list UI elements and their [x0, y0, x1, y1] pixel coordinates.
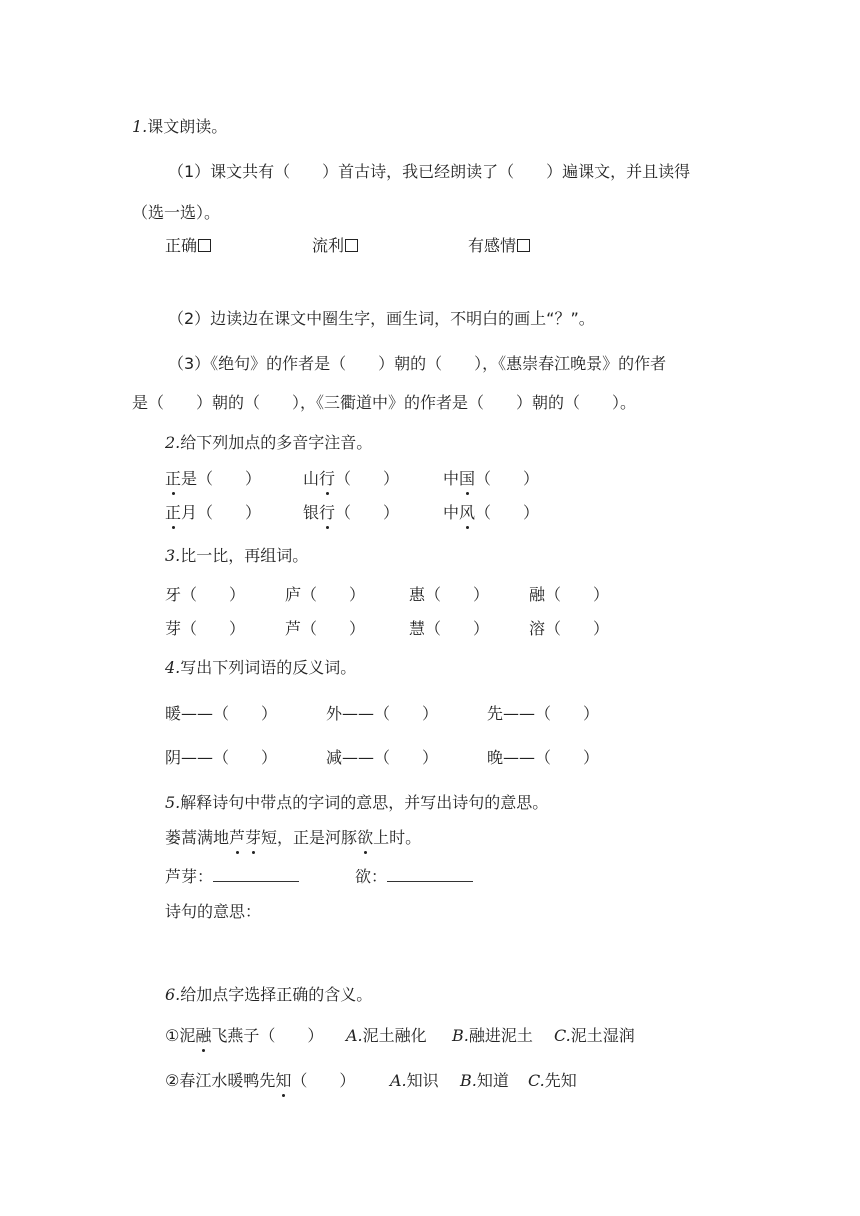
dotted-char: 融	[195, 1026, 212, 1045]
dotted-char: 知	[275, 1071, 292, 1090]
answer-blank[interactable]	[213, 867, 299, 882]
q6-item-1-option-c[interactable]: C.泥土湿润	[554, 1026, 635, 1045]
q3-item: 惠（ ）	[409, 585, 490, 604]
q2-item: 银行（ ）	[303, 503, 400, 522]
q4-heading	[165, 658, 356, 678]
checkbox-icon[interactable]	[517, 239, 530, 252]
q2-item: 正是（ ）	[165, 469, 262, 488]
q6-item-1-option-a[interactable]: A.泥土融化	[346, 1026, 427, 1045]
q3-number: 3.	[165, 546, 181, 565]
q6-number: 6.	[165, 985, 181, 1004]
q4-number: 4.	[165, 658, 181, 677]
dotted-char: 正	[165, 503, 182, 522]
q6-item-1: ①泥融飞燕子（ ）	[165, 1026, 324, 1045]
q5-answer-1: 芦芽：	[165, 867, 299, 887]
q6-title: 给加点字选择正确的含义。	[180, 985, 373, 1004]
q2-item: 中国（ ）	[443, 469, 540, 488]
q1-heading	[132, 117, 227, 137]
option-label: 正确	[165, 236, 198, 255]
q6-item-2-option-b[interactable]: B.知道	[460, 1071, 509, 1090]
dotted-char: 行	[319, 503, 336, 522]
answer-blank[interactable]	[387, 867, 473, 882]
dotted-char: 芦	[229, 828, 246, 847]
checkbox-icon[interactable]	[198, 239, 211, 252]
q1-number: 1.	[132, 117, 148, 136]
q5-heading	[165, 793, 548, 813]
q3-item: 牙（ ）	[165, 585, 246, 604]
q6-item-1-option-b[interactable]: B.融进泥土	[452, 1026, 533, 1045]
q2-item: 正月（ ）	[165, 503, 262, 522]
q2-item: 中风（ ）	[443, 503, 540, 522]
q4-item: 暖——（ ）	[165, 704, 278, 723]
q5-answer-2: 欲：	[355, 867, 473, 887]
q6-item-2-option-a[interactable]: A.知识	[390, 1071, 439, 1090]
q3-item: 慧（ ）	[409, 619, 490, 638]
dotted-char: 欲	[357, 828, 374, 847]
q3-item: 溶（ ）	[529, 619, 610, 638]
q1-option-1	[165, 236, 211, 256]
q4-item: 减——（ ）	[326, 748, 439, 767]
q1-sub3-line2: 是（ ）朝的（ ），《三衢道中》的作者是（ ）朝的（ ）。	[132, 393, 637, 412]
q1-option-3	[468, 236, 530, 256]
q6-item-2: ②春江水暖鸭先知（ ）	[165, 1071, 356, 1090]
q5-number: 5.	[165, 793, 181, 812]
q4-item: 阴——（ ）	[165, 748, 278, 767]
q4-title: 写出下列词语的反义词。	[180, 658, 357, 677]
q1-option-2	[312, 236, 358, 256]
q3-title: 比一比，再组词。	[180, 546, 309, 565]
q6-heading	[165, 985, 372, 1005]
q4-item: 晚——（ ）	[487, 748, 600, 767]
dotted-char: 芽	[245, 828, 262, 847]
dotted-char: 正	[165, 469, 182, 488]
dotted-char: 国	[459, 469, 476, 488]
q2-item: 山行（ ）	[303, 469, 400, 488]
checkbox-icon[interactable]	[345, 239, 358, 252]
q3-heading	[165, 546, 308, 566]
q4-item: 先——（ ）	[487, 704, 600, 723]
q4-item: 外——（ ）	[326, 704, 439, 723]
q3-item: 芽（ ）	[165, 619, 246, 638]
q1-sub3-line1: （3）《绝句》的作者是（ ）朝的（ ），《惠崇春江晚景》的作者	[168, 354, 667, 373]
option-label: 有感情	[468, 236, 517, 255]
q1-sub1-line2: （选一选）。	[132, 203, 221, 222]
q1-sub1-line1: （1）课文共有（ ）首古诗，我已经朗读了（ ）遍课文，并且读得	[168, 162, 691, 181]
q3-item: 芦（ ）	[285, 619, 366, 638]
q2-number: 2.	[165, 433, 181, 452]
q1-sub2: （2）边读边在课文中圈生字，画生词，不明白的画上“？”。	[168, 309, 595, 328]
q3-item: 庐（ ）	[285, 585, 366, 604]
q3-item: 融（ ）	[529, 585, 610, 604]
q6-item-2-option-c[interactable]: C.先知	[528, 1071, 577, 1090]
q5-meaning-label: 诗句的意思：	[165, 902, 262, 921]
option-label: 流利	[312, 236, 345, 255]
q5-poem-line: 蒌蒿满地芦芽短，正是河豚欲上时。	[165, 828, 422, 847]
q2-heading	[165, 433, 372, 453]
q2-title: 给下列加点的多音字注音。	[180, 433, 373, 452]
q5-title: 解释诗句中带点的字词的意思，并写出诗句的意思。	[180, 793, 549, 812]
dotted-char: 行	[319, 469, 336, 488]
dotted-char: 风	[459, 503, 476, 522]
q1-title: 课文朗读。	[147, 117, 228, 136]
